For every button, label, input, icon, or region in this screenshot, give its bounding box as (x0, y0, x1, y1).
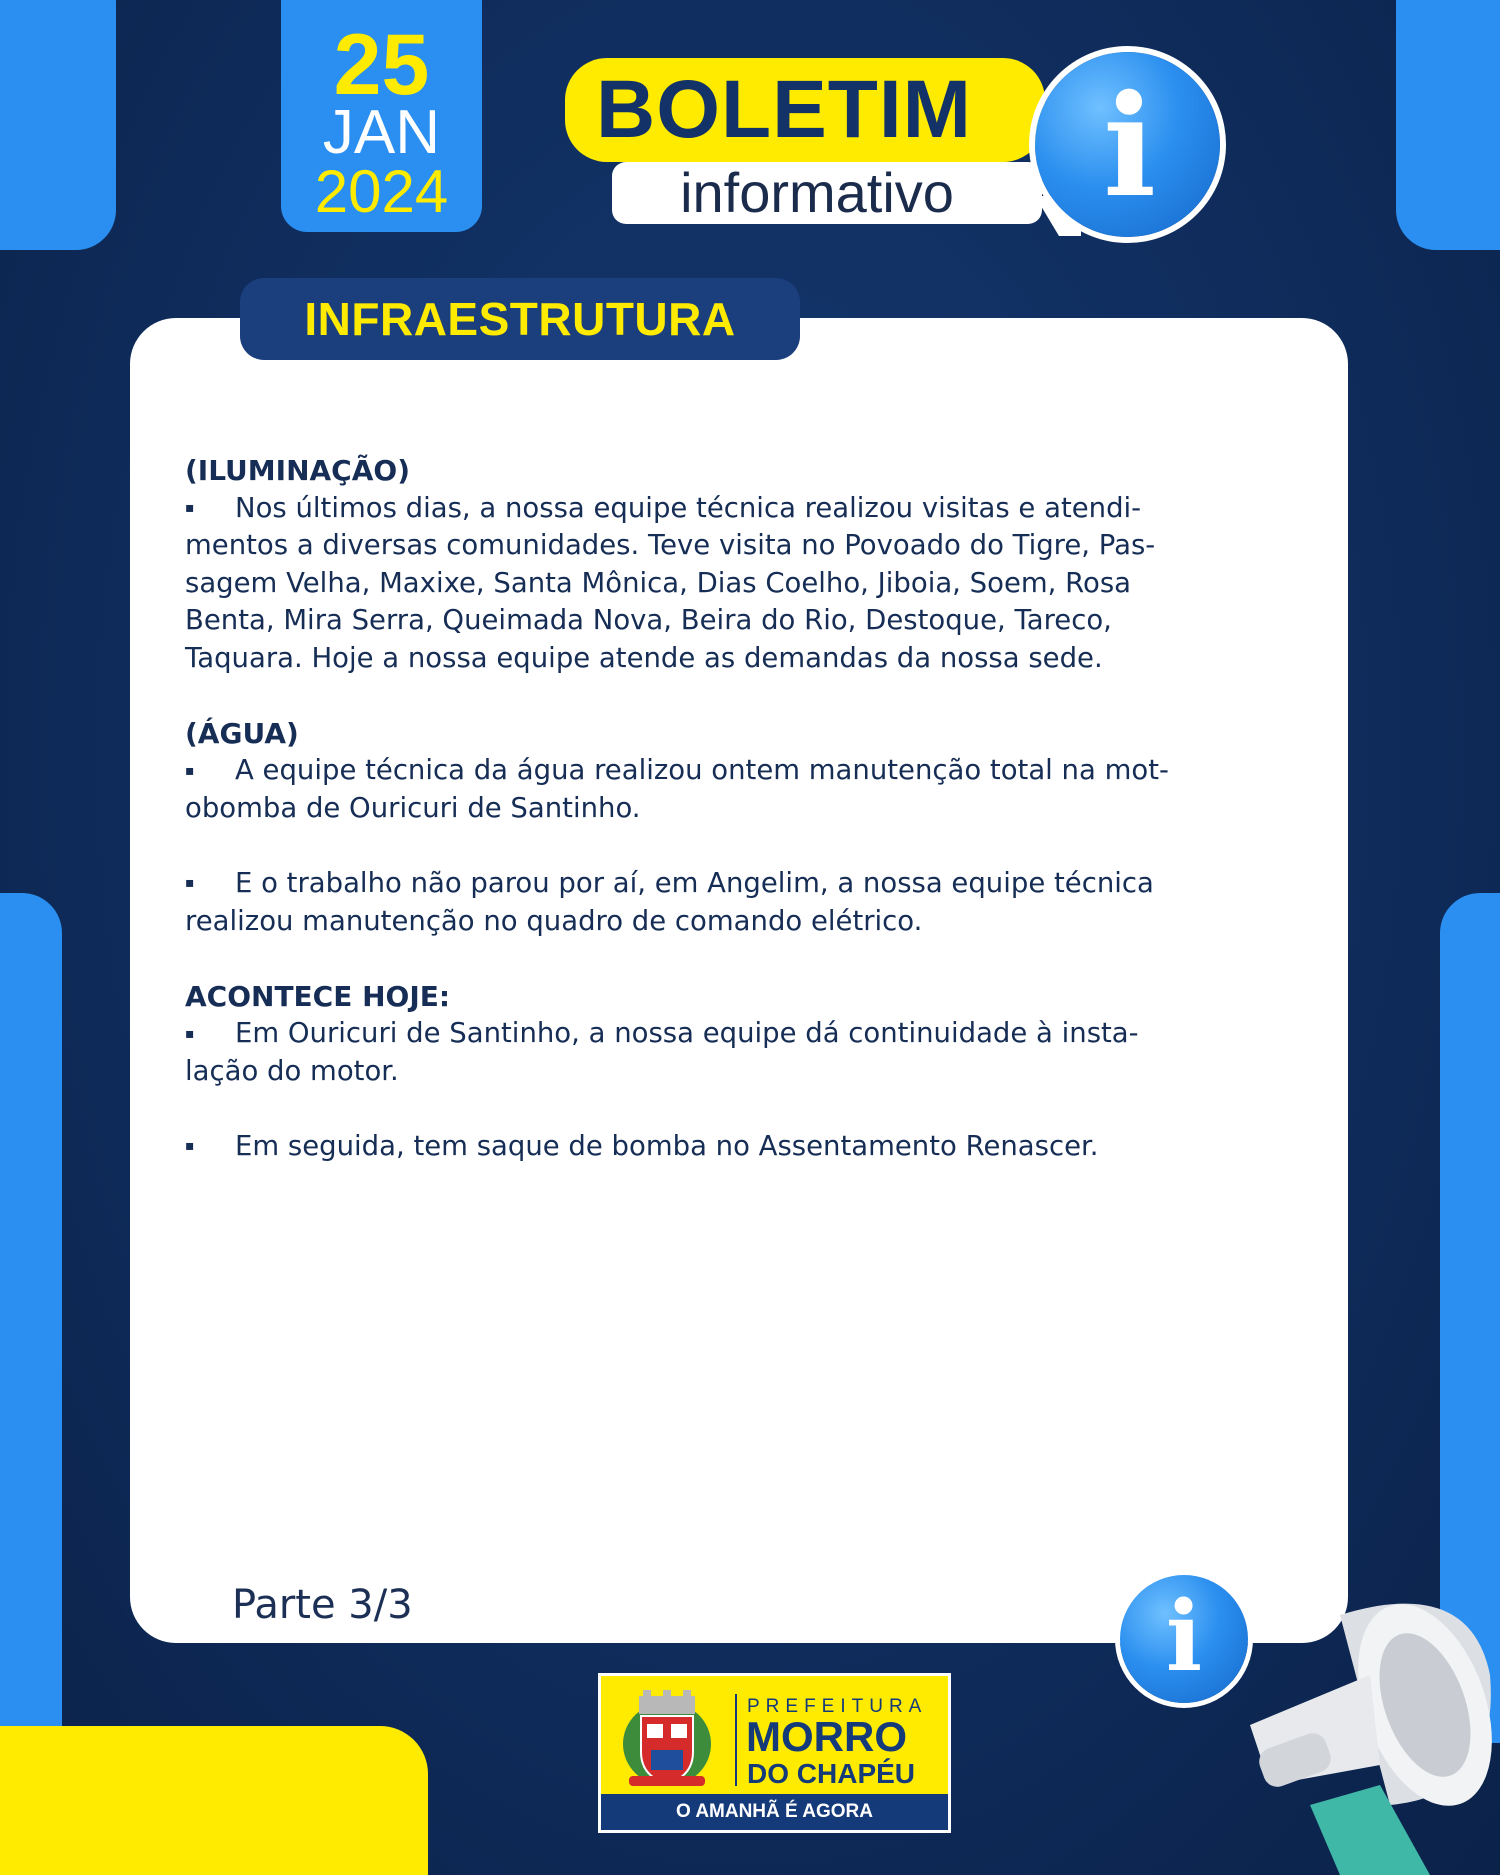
page-part-indicator: Parte 3/3 (232, 1582, 413, 1628)
logo-divider (735, 1694, 737, 1786)
side-decoration-left (0, 893, 62, 1743)
date-badge (281, 0, 482, 232)
text-line: realizou manutenção no quadro de comando elétrico. (185, 904, 923, 937)
bullet-item: ▪ Em Ouricuri de Santinho, a nossa equipe dá continuidade à insta- (185, 1017, 1139, 1049)
city-logo (598, 1673, 951, 1833)
agua-item-2 (185, 865, 1245, 940)
page-title: BOLETIM (596, 64, 972, 155)
bullet-item: ▪ Em seguida, tem saque de bomba no Assentamento Renascer. (185, 1130, 1099, 1162)
text-line: obomba de Ouricuri de Santinho. (185, 792, 641, 824)
hoje-item-2 (185, 1128, 1245, 1166)
text-line: mentos a diversas comunidades. Teve visita no Povoado do Tigre, Pas- (185, 529, 1156, 562)
bullet-item: ▪ E o trabalho não parou por aí, em Angelim, a nossa equipe técnica (185, 867, 1154, 899)
coat-of-arms-icon (619, 1690, 715, 1790)
page-subtitle: informativo (680, 161, 954, 224)
logo-tagline: O AMANHÃ É AGORA (601, 1794, 948, 1830)
logo-city-name: MORRO (746, 1713, 907, 1760)
bullet-item: ▪ Nos últimos dias, a nossa equipe técnica realizou visitas e atendi- (185, 492, 1141, 524)
bulletin-content (185, 452, 1245, 1166)
section-tab (240, 278, 800, 360)
heading-agua: (ÁGUA) (185, 716, 299, 750)
date-year: 2024 (314, 158, 449, 225)
text-line: sagem Velha, Maxixe, Santa Mônica, Dias Coelho, Jiboia, Soem, Rosa (185, 566, 1132, 599)
corner-decoration-bottom-left (0, 1726, 428, 1875)
logo-city-name-2: DO CHAPÉU (747, 1758, 916, 1789)
text-line: lação do motor. (185, 1055, 399, 1087)
heading-acontece-hoje: ACONTECE HOJE: (185, 979, 451, 1013)
iluminacao-text (185, 490, 1245, 678)
bullet-item: ▪ A equipe técnica da água realizou ontem manutenção total na mot- (185, 754, 1169, 786)
info-icon-glyph: i (1103, 65, 1157, 229)
text-line: Taquara. Hoje a nossa equipe atende as demandas da nossa sede. (185, 641, 1103, 674)
megaphone-info-glyph: i (1165, 1580, 1203, 1693)
corner-decoration-top-left (0, 0, 116, 250)
date-day: 25 (333, 17, 430, 113)
heading-iluminacao: (ILUMINAÇÃO) (185, 454, 410, 487)
hoje-item-1 (185, 1015, 1245, 1090)
text-line: Benta, Mira Serra, Queimada Nova, Beira do Rio, Destoque, Tareco, (185, 604, 1112, 637)
corner-decoration-top-right (1396, 0, 1500, 250)
agua-item-1 (185, 752, 1245, 827)
date-month: JAN (322, 98, 441, 167)
logo-prefeitura: PREFEITURA (747, 1696, 928, 1717)
section-title: INFRAESTRUTURA (304, 293, 736, 345)
